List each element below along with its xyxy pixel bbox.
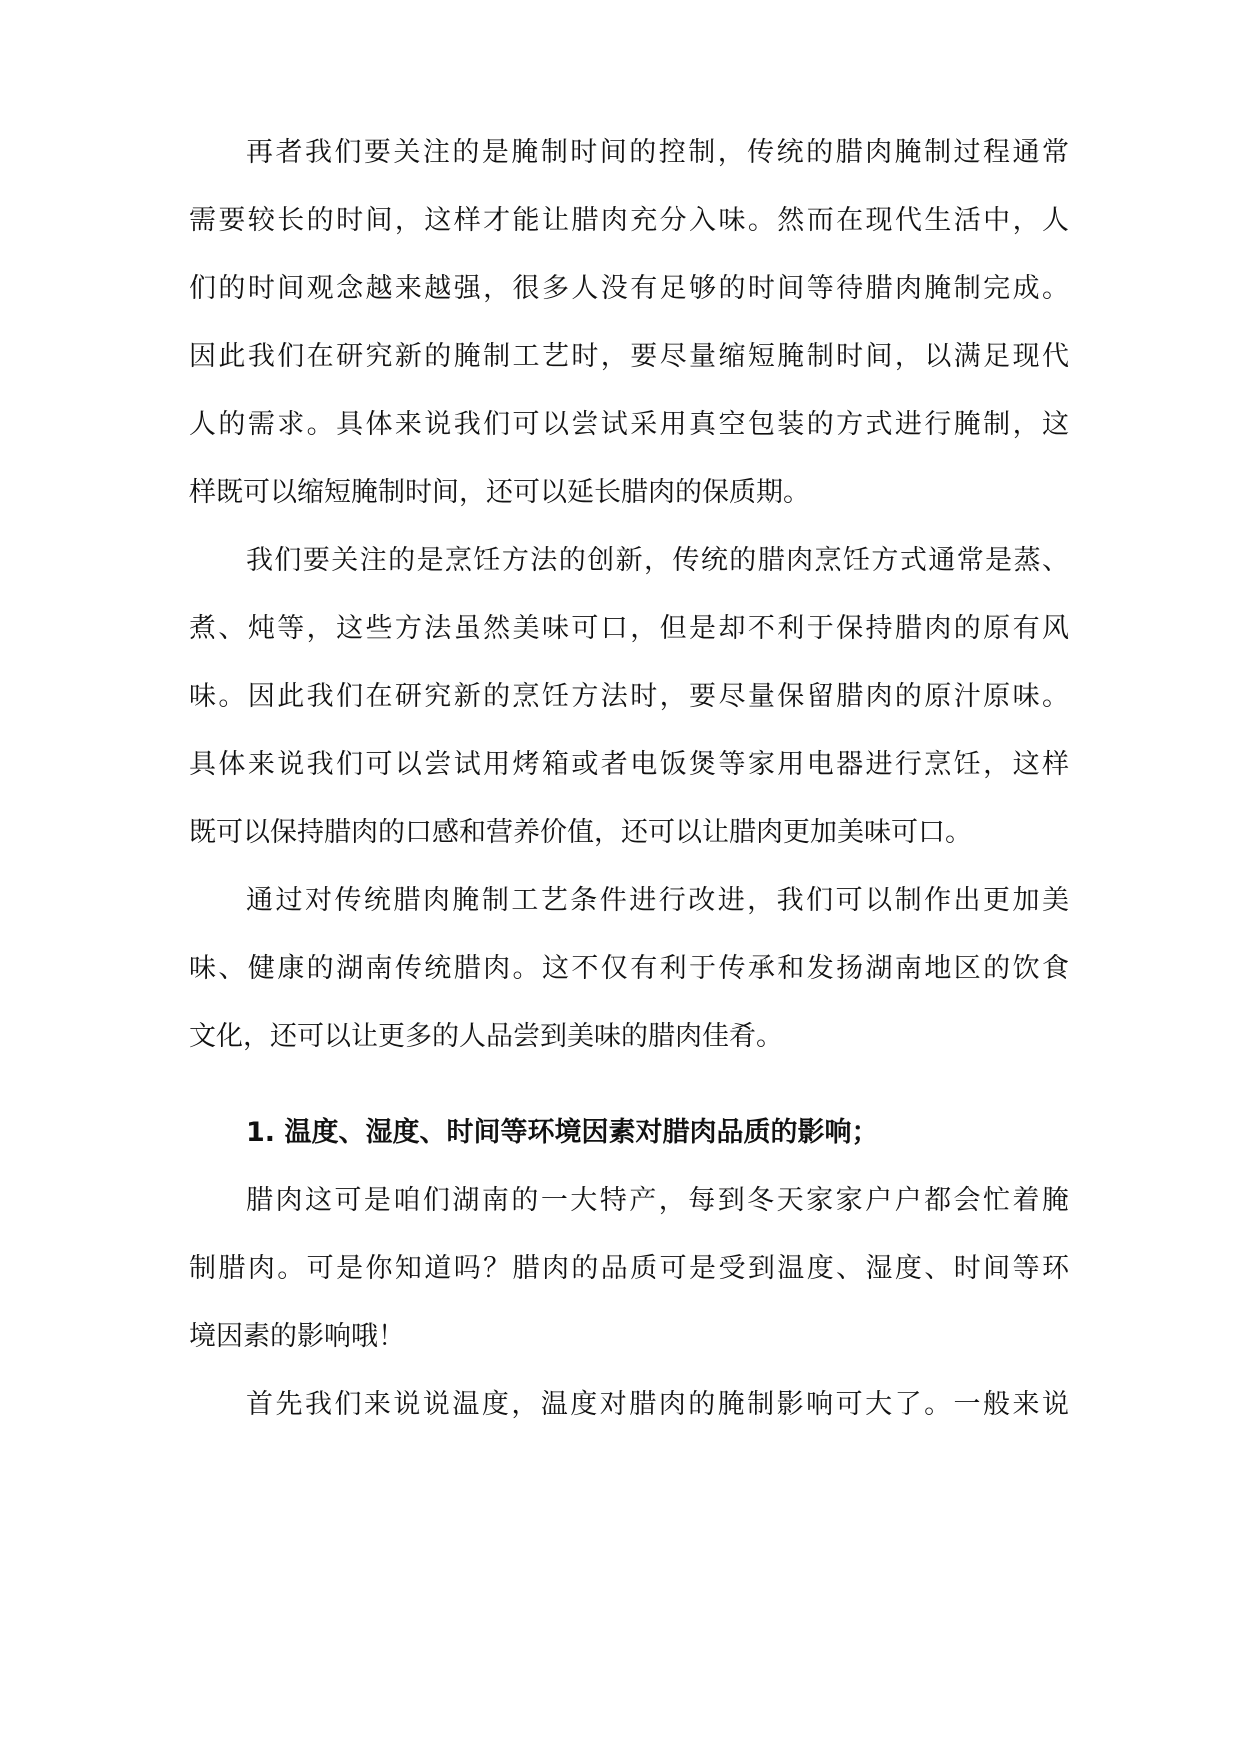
paragraph-1-line-4: 因此我们在研究新的腌制工艺时，要尽量缩短腌制时间，以满足现代 xyxy=(189,341,1069,372)
paragraph-1-line-1: 再者我们要关注的是腌制时间的控制，传统的腊肉腌制过程通常 xyxy=(246,137,1069,168)
paragraph-4-line-2: 制腊肉。可是你知道吗？腊肉的品质可是受到温度、湿度、时间等环 xyxy=(189,1253,1069,1284)
paragraph-2-line-5: 既可以保持腊肉的口感和营养价值，还可以让腊肉更加美味可口。 xyxy=(189,817,972,848)
paragraph-4-line-1: 腊肉这可是咱们湖南的一大特产，每到冬天家家户户都会忙着腌 xyxy=(246,1185,1069,1216)
paragraph-3-line-1: 通过对传统腊肉腌制工艺条件进行改进，我们可以制作出更加美 xyxy=(246,885,1069,916)
paragraph-2-line-2: 煮、炖等，这些方法虽然美味可口，但是却不利于保持腊肉的原有风 xyxy=(189,613,1069,644)
paragraph-4-line-3: 境因素的影响哦！ xyxy=(189,1321,405,1352)
paragraph-5-line-1: 首先我们来说说温度，温度对腊肉的腌制影响可大了。一般来说 xyxy=(246,1389,1069,1420)
section-heading: 1. 温度、湿度、时间等环境因素对腊肉品质的影响； xyxy=(246,1117,879,1148)
paragraph-3-line-3: 文化，还可以让更多的人品尝到美味的腊肉佳肴。 xyxy=(189,1021,783,1052)
paragraph-1-line-3: 们的时间观念越来越强，很多人没有足够的时间等待腊肉腌制完成。 xyxy=(189,273,1069,304)
paragraph-1-line-2: 需要较长的时间，这样才能让腊肉充分入味。然而在现代生活中，人 xyxy=(189,205,1069,236)
paragraph-2-line-4: 具体来说我们可以尝试用烤箱或者电饭煲等家用电器进行烹饪，这样 xyxy=(189,749,1069,780)
paragraph-2-line-1: 我们要关注的是烹饪方法的创新，传统的腊肉烹饪方式通常是蒸、 xyxy=(246,545,1069,576)
paragraph-1-line-5: 人的需求。具体来说我们可以尝试采用真空包装的方式进行腌制，这 xyxy=(189,409,1069,440)
paragraph-2-line-3: 味。因此我们在研究新的烹饪方法时，要尽量保留腊肉的原汁原味。 xyxy=(189,681,1069,712)
paragraph-3-line-2: 味、健康的湖南传统腊肉。这不仅有利于传承和发扬湖南地区的饮食 xyxy=(189,953,1069,984)
paragraph-1-line-6: 样既可以缩短腌制时间，还可以延长腊肉的保质期。 xyxy=(189,477,810,508)
